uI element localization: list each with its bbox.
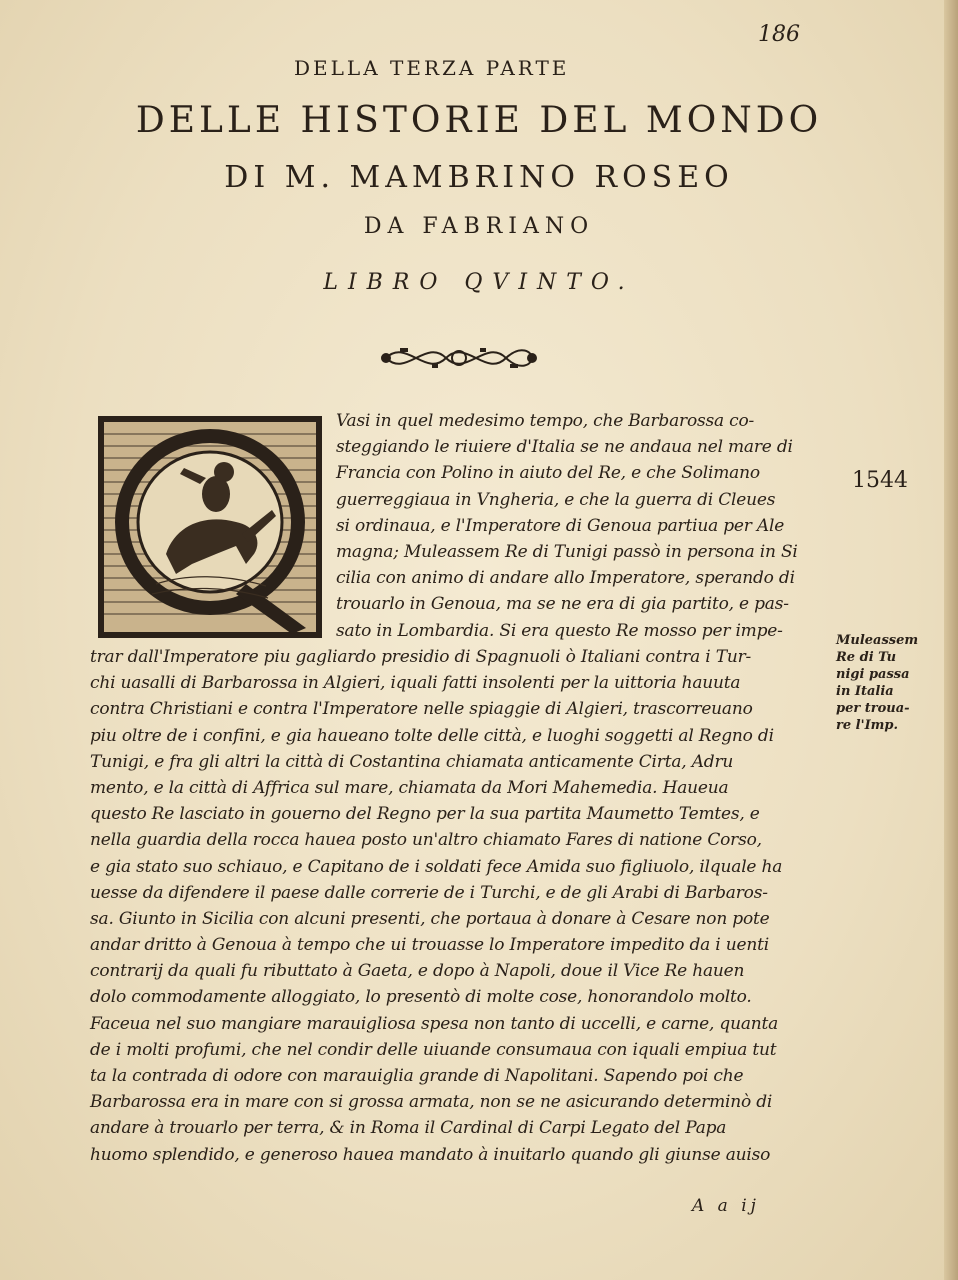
margin-note-line: re l'Imp. xyxy=(836,718,899,733)
text-line: Faceua nel suo mangiare marauigliosa spesa non tanto di uccelli, e carne, quanta xyxy=(90,1013,779,1034)
text-line: sa. Giunto in Sicilia con alcuni presenti, che portaua à donare à Cesare non pote xyxy=(90,908,770,929)
ornament-icon xyxy=(376,334,542,382)
text-line: sato in Lombardia. Si era questo Re mosso per impe- xyxy=(336,620,783,641)
text-line: contrarij da quali fu ributtato à Gaeta, e dopo à Napoli, doue il Vice Re hauen xyxy=(90,961,745,982)
text-line: Tunigi, e fra gli altri la città di Costantina chiamata anticamente Cirta, Adru xyxy=(90,751,734,772)
text-line: si ordinaua, e l'Imperatore di Genoua partiua per Ale xyxy=(336,515,785,536)
title-line-1: DELLE HISTORIE DEL MONDO xyxy=(135,100,823,141)
text-line: andare à trouarlo per terra, & in Roma il Cardinal di Carpi Legato del Papa xyxy=(90,1118,727,1139)
text-line: nella guardia della rocca hauea posto un'altro chiamato Fares di natione Corso, xyxy=(90,830,762,851)
text-line: mento, e la città di Affrica sul mare, chiamata da Mori Mahemedia. Haueua xyxy=(90,777,729,798)
margin-note-line: per troua- xyxy=(836,701,910,716)
margin-year: 1544 xyxy=(852,468,908,493)
decorated-initial xyxy=(96,414,324,640)
margin-note-line: nigi passa xyxy=(836,667,910,682)
text-line: uesse da difendere il paese dalle correrie de i Turchi, e de gli Arabi di Barbaros- xyxy=(90,882,768,903)
text-line: ta la contrada di odore con marauiglia grande di Napolitani. Sapendo poi che xyxy=(90,1066,744,1086)
page-number: 186 xyxy=(758,22,800,47)
title-line-2: DI M. MAMBRINO ROSEO xyxy=(224,160,734,195)
text-line: huomo splendido, e generoso hauea mandato à inuitarlo quando gli giunse auiso xyxy=(90,1144,771,1165)
title-line-4: LIBRO QVINTO. xyxy=(323,270,635,295)
text-line: andar dritto à Genoua à tempo che ui trouasse lo Imperatore impedito da i uenti xyxy=(90,935,769,956)
text-line: guerreggiaua in Vngheria, e che la guerra di Cleues xyxy=(336,489,776,510)
text-line: trar dall'Imperatore piu gagliardo presidio di Spagnuoli ò Italiani contra i Tur- xyxy=(90,647,752,667)
text-line: dolo commodamente alloggiato, lo presentò di molte cose, honorandolo molto. xyxy=(90,987,752,1008)
paragraph-body xyxy=(90,644,782,1168)
text-line: steggiando le riuiere d'Italia se ne andaua nel mare di xyxy=(336,437,793,458)
text-line: cilia con animo di andare allo Imperatore, sperando di xyxy=(336,568,795,589)
text-line: magna; Muleassem Re di Tunigi passò in persona in Si xyxy=(336,541,798,562)
text-line: de i molti profumi, che nel condir delle uiuande consumaua con iquali empiua tut xyxy=(90,1039,777,1060)
margin-note xyxy=(836,632,918,734)
woodcut-initial-icon xyxy=(96,414,324,640)
text-line: e gia stato suo schiauo, e Capitano de i soldati fece Amida suo figliuolo, ilquale ha xyxy=(90,856,783,877)
text-line: Vasi in quel medesimo tempo, che Barbarossa co- xyxy=(336,411,755,431)
running-head: DELLA TERZA PARTE xyxy=(294,56,570,80)
margin-note-line: Re di Tu xyxy=(836,650,897,665)
text-line: questo Re lasciato in gouerno del Regno per la sua partita Maumetto Temtes, e xyxy=(90,804,760,825)
text-line: Francia con Polino in aiuto del Re, e che Solimano xyxy=(336,463,760,484)
text-line: piu oltre de i confini, e gia haueano tolte delle città, e luoghi soggetti al Regno di xyxy=(90,725,774,746)
margin-note-line: Muleassem xyxy=(836,633,919,648)
paragraph-opening xyxy=(336,408,798,644)
text-line: contra Christiani e contra l'Imperatore nelle spiaggie di Algieri, trascorreuano xyxy=(90,699,753,720)
margin-note-line: in Italia xyxy=(836,684,894,699)
signature-mark: A a ij xyxy=(692,1196,760,1216)
title-line-3: DA FABRIANO xyxy=(363,214,595,239)
text-line: chi uasalli di Barbarossa in Algieri, iquali fatti insolenti per la uittoria hauuta xyxy=(90,673,741,694)
text-line: Barbarossa era in mare con si grossa armata, non se ne asicurando determinò di xyxy=(90,1092,773,1113)
text-line: trouarlo in Genoua, ma se ne era di gia partito, e pas- xyxy=(336,594,789,615)
